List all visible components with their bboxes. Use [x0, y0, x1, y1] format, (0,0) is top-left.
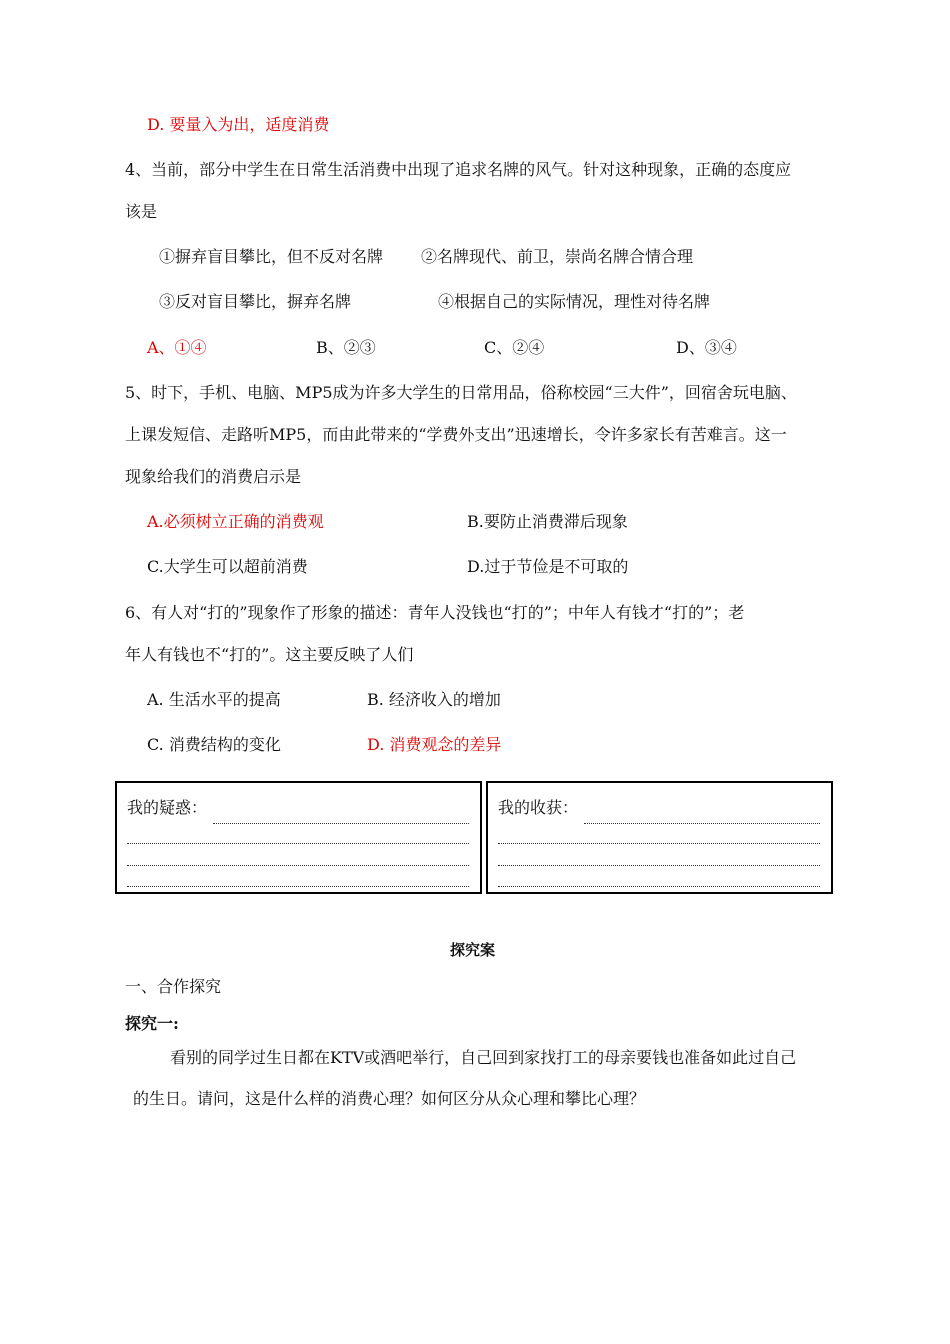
gains-writing-line[interactable]: [498, 886, 820, 887]
q4-item-3: ③反对盲目攀比，摒弃名牌: [159, 292, 352, 311]
doubts-label: 我的疑惑：: [127, 798, 208, 817]
q5-stem-line3: 现象给我们的消费启示是: [125, 467, 302, 486]
doubts-box: [115, 781, 482, 894]
q4-stem-line1: 4、当前，部分中学生在日常生活消费中出现了追求名牌的风气。针对这种现象，正确的态度应: [125, 160, 792, 179]
gains-writing-line[interactable]: [498, 843, 820, 844]
q4-item-1: ①摒弃盲目攀比，但不反对名牌: [159, 247, 384, 266]
q6-option-b: B. 经济收入的增加: [367, 690, 501, 709]
q3-option-d: D. 要量入为出，适度消费: [147, 115, 330, 134]
q6-stem-line1: 6、有人对“打的”现象作了形象的描述：青年人没钱也“打的”；中年人有钱才“打的”；老: [125, 603, 745, 622]
q4-option-a: A、①④: [147, 338, 207, 357]
q5-stem-line1: 5、时下，手机、电脑、MP5成为许多大学生的日常用品，俗称校园“三大件”，回宿舍玩电脑、: [125, 383, 797, 402]
gains-box: [486, 781, 833, 894]
q4-item-4: ④根据自己的实际情况，理性对待名牌: [438, 292, 711, 311]
gains-writing-line[interactable]: [498, 865, 820, 866]
inquiry-title: 探究案: [450, 941, 496, 959]
q4-item-2: ②名牌现代、前卫，崇尚名牌合情合理: [421, 247, 694, 266]
q6-option-a: A. 生活水平的提高: [147, 690, 281, 709]
q5-option-c: C.大学生可以超前消费: [147, 557, 308, 576]
doubts-writing-line[interactable]: [127, 843, 469, 844]
inquiry-section-heading: 一、合作探究: [125, 977, 222, 996]
gains-writing-line[interactable]: [584, 823, 820, 824]
doubts-writing-line[interactable]: [213, 823, 469, 824]
inquiry-paragraph-line2: 的生日。请问，这是什么样的消费心理？如何区分从众心理和攀比心理？: [133, 1089, 646, 1108]
q4-option-d: D、③④: [676, 338, 737, 357]
q4-stem-line2: 该是: [125, 202, 158, 221]
inquiry-subtitle: 探究一:: [125, 1014, 179, 1033]
q6-stem-line2: 年人有钱也不“打的”。这主要反映了人们: [125, 645, 414, 664]
q4-option-c: C、②④: [484, 338, 545, 357]
q5-stem-line2: 上课发短信、走路听MP5，而由此带来的“学费外支出”迅速增长，令许多家长有苦难言。这一: [125, 425, 787, 444]
gains-label: 我的收获：: [498, 798, 579, 817]
q5-option-d: D.过于节俭是不可取的: [467, 557, 629, 576]
inquiry-paragraph-line1: 看别的同学过生日都在KTV或酒吧举行，自己回到家找打工的母亲要钱也准备如此过自己: [170, 1048, 797, 1067]
q5-option-b: B.要防止消费滞后现象: [467, 512, 628, 531]
q6-option-c: C. 消费结构的变化: [147, 735, 281, 754]
q4-option-b: B、②③: [316, 338, 376, 357]
q6-option-d: D. 消费观念的差异: [367, 735, 502, 754]
doubts-writing-line[interactable]: [127, 865, 469, 866]
q5-option-a: A.必须树立正确的消费观: [147, 512, 324, 531]
doubts-writing-line[interactable]: [127, 886, 469, 887]
